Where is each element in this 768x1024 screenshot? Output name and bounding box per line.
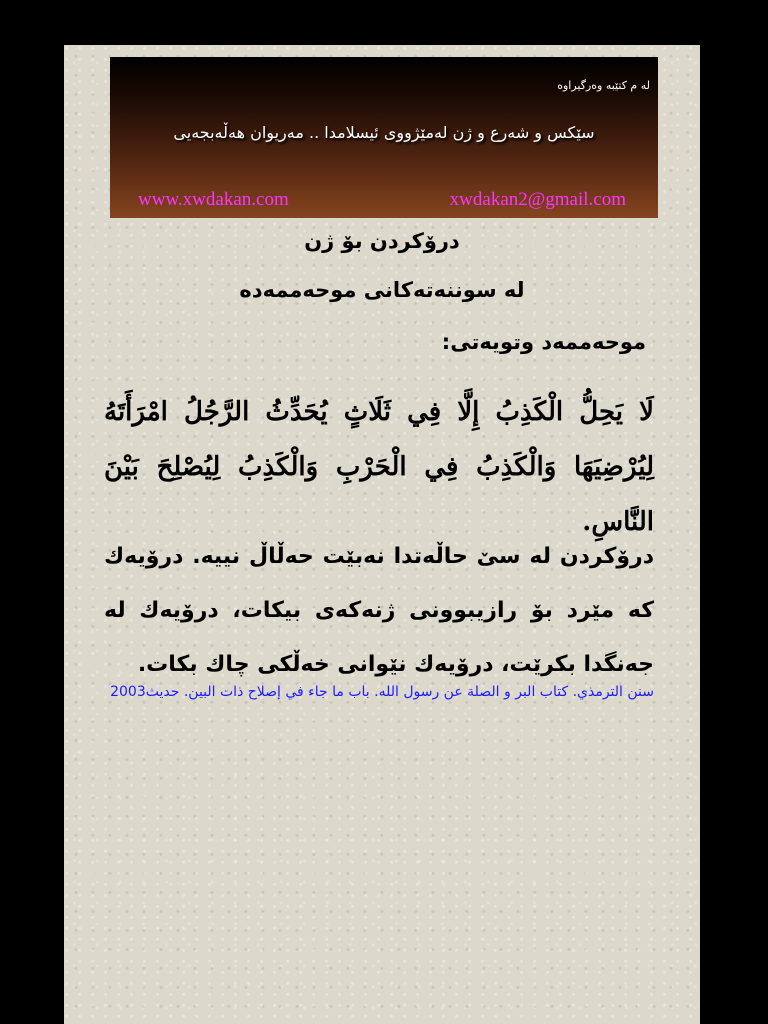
header-banner bbox=[110, 57, 658, 218]
document-page bbox=[64, 45, 700, 1024]
hadith-arabic-text: لَا يَحِلُّ الْكَذِبُ إِلَّا فِي ثَلَاثٍ يُحَدِّثُ الرَّجُلُ امْرَأَتَهُ لِيُرْضِيَهَا وَالْكَذِبُ فِي الْحَرْبِ وَالْكَذِبُ لِيُصْلِحَ بَيْنَ النَّاسِ. bbox=[104, 397, 654, 537]
page-title: درۆكردن بۆ ژن bbox=[304, 229, 460, 253]
kurdish-translation: درۆكردن له سێ حاڵه‌تدا نه‌بێت حه‌ڵاڵ نییه. درۆیه‌ك كه مێرد بۆ رازیبوونی ژنه‌كه‌ی بیكات، درۆیه‌ك له جه‌نگدا بكرێت، درۆیه‌ك نێوانی خه‌ڵكی چاك بكات. bbox=[104, 544, 654, 677]
narrator-line: موحه‌ممه‌د وتویه‌تی: bbox=[441, 330, 646, 354]
source-reference: سنن الترمذي. كتاب البر و الصلة عن رسول الله. باب ما جاء في إصلاح ذات البين. حديث2003 bbox=[110, 684, 654, 700]
email-link[interactable]: xwdakan2@gmail.com bbox=[449, 189, 626, 210]
book-title: سێکس و شه‌رع و ژن له‌مێژووی ئیسلامدا .. مه‌ریوان هه‌ڵه‌بجه‌یی bbox=[173, 123, 595, 142]
source-label: له م كتێبه وه‌رگیراوه bbox=[557, 79, 650, 92]
page-subtitle: له سوننه‌ته‌كانی موحه‌ممه‌ده‌ bbox=[239, 278, 525, 302]
website-link[interactable]: www.xwdakan.com bbox=[138, 189, 289, 210]
